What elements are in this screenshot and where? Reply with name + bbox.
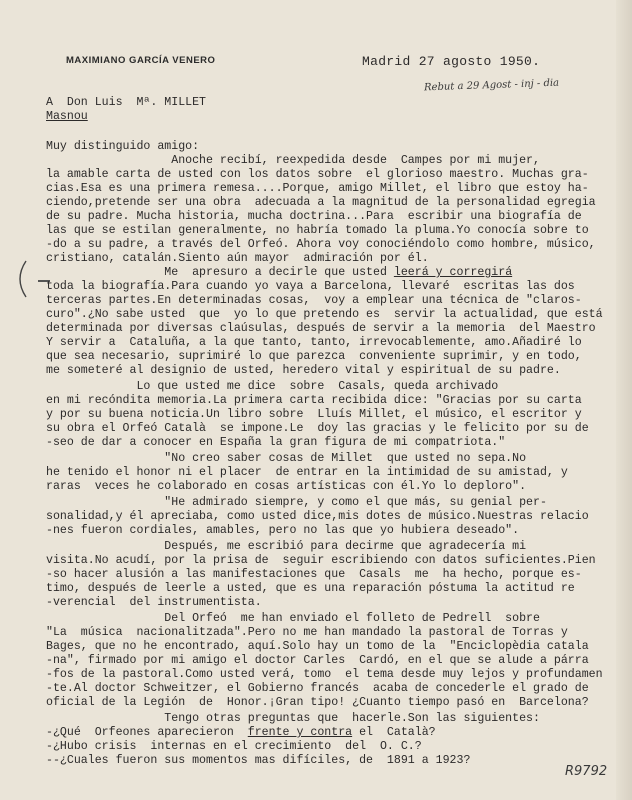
body-line: de su padre. Mucha historia, mucha doctrina...Para escribir una biografía de — [46, 210, 582, 223]
body-line: Después, me escribió para decirme que agradecería mi — [46, 540, 527, 553]
body-line: curo".¿No sabe usted que yo lo que pretendo es servir la actualidad, que está — [46, 308, 603, 321]
body-line: -seo de dar a conocer en España la gran figura de mi compatriota." — [46, 436, 506, 449]
question-line: --¿Cuales fueron sus momentos mas difíciles, de 1891 a 1923? — [46, 754, 471, 767]
handwritten-receipt-note: Rebut a 29 Agost - inj - dia — [423, 77, 560, 94]
addressee-line: A Don Luis Mª. MILLET — [46, 96, 207, 109]
body-line: terceras partes.En determinadas cosas, voy a emplear una técnica de "claros- — [46, 294, 582, 307]
body-line: timo, después de leerle a usted, que es una reparación póstuma la actitud re — [46, 582, 575, 595]
body-line: cristiano, catalán.Siento aún mayor admiración por él. — [46, 252, 429, 265]
body-line: me someteré al designio de usted, heredero vital y espiritual de su padre. — [46, 364, 561, 377]
body-line: que sea necesario, suprimiré lo que parezca conveniente suprimir, y en todo, — [46, 350, 582, 363]
letter-date: Madrid 27 agosto 1950. — [362, 54, 541, 69]
body-line: Me apresuro a decirle que usted leerá y corregirá — [46, 266, 513, 279]
margin-bracket-mark — [10, 259, 28, 299]
body-line: su obra el Orfeó Català se impone.Le doy las gracias y le felicito por su de — [46, 422, 589, 435]
body-line: cias.Esa es una primera remesa....Porque, amigo Millet, el libro que estoy ha- — [46, 182, 589, 195]
body-line: -verencial del instrumentista. — [46, 596, 262, 609]
body-line: Anoche recibí, reexpedida desde Campes por mi mujer, — [46, 154, 540, 167]
body-line: Bages, que no he encontrado, aquí.Solo hay un tomo de la "Enciclopèdia catala — [46, 640, 589, 653]
body-line: -te.Al doctor Schweitzer, el Gobierno francés acaba de concederle el grado de — [46, 682, 589, 695]
body-line: raras veces he colaborado en cosas artísticas con él.Yo lo deploro". — [46, 480, 527, 493]
body-line: y por su buena noticia.Un libro sobre Lluís Millet, el músico, el escritor y — [46, 408, 582, 421]
addressee-town: Masnou — [46, 110, 88, 123]
underlined-phrase: leerá y corregirá — [393, 266, 513, 279]
body-line: "He admirado siempre, y como el que más, su genial per- — [46, 496, 547, 509]
greeting: Muy distinguido amigo: — [46, 140, 200, 153]
body-line: -so hacer alusión a las manifestaciones que Casals me ha hecho, porque es- — [46, 568, 582, 581]
body-line: las que se estilan generalmente, no habría tomado la pluma.Yo conocía sobre to — [46, 224, 589, 237]
body-line: he tenido el honor ni el placer de entrar en la intimidad de su amistad, y — [46, 466, 568, 479]
body-line: Del Orfeó me han enviado el folleto de Pedrell sobre — [46, 612, 540, 625]
body-line: visita.No acudí, por la prisa de seguir escribiendo con datos suficientes.Pien — [46, 554, 596, 567]
body-line: -fos de la pastoral.Como usted verá, tomo el tema desde muy lejos y profundamen — [46, 668, 603, 681]
body-line: Tengo otras preguntas que hacerle.Son las siguientes: — [46, 712, 540, 725]
body-line: toda la biografía.Para cuando yo vaya a Barcelona, llevaré escritas las dos — [46, 280, 575, 293]
body-line: Lo que usted me dice sobre Casals, queda archivado — [46, 380, 499, 393]
question-line: -¿Qué Orfeones aparecieron frente y contra el Català? — [46, 726, 436, 739]
page-edge-shadow — [616, 0, 632, 800]
body-line: la amable carta de usted con los datos sobre el glorioso maestro. Muchas gra- — [46, 168, 589, 181]
body-line: -na", firmado por mi amigo el doctor Carles Cardó, en el que se alude a párra — [46, 654, 589, 667]
body-line: determinada por diversas claúsulas, después de servir a la memoria del Maestro — [46, 322, 596, 335]
body-line: "No creo saber cosas de Millet que usted no sepa.No — [46, 452, 527, 465]
body-line: ciendo,pretende ser una obra adecuada a la magnitud de la personalidad egregia — [46, 196, 596, 209]
catalog-number: R9792 — [565, 764, 608, 779]
body-line: "La música nacionalitzada".Pero no me han mandado la pastoral de Torras y — [46, 626, 568, 639]
letterhead: MAXIMIANO GARCÍA VENERO — [66, 55, 216, 66]
body-line: en mi recóndita memoria.La primera carta recibida dice: "Gracias por su carta — [46, 394, 582, 407]
body-line: oficial de la Legión de Honor.¡Gran tipo! ¿Cuanto tiempo pasó en Barcelona? — [46, 696, 589, 709]
body-line: -do a su padre, a través del Orfeó. Ahora voy conociéndolo como hombre, músico, — [46, 238, 596, 251]
underlined-phrase: frente y contra — [247, 726, 353, 739]
body-line: Y servir a Cataluña, a la que tanto, tanto, irrevocablemente, amo.Añadiré lo — [46, 336, 582, 349]
body-line: sonalidad,y él apreciaba, como usted dice,mis dotes de músico.Nuestras relacio — [46, 510, 589, 523]
body-line: -nes fueron cordiales, amables, pero no las que yo hubiera deseado". — [46, 524, 520, 537]
question-line: -¿Hubo crisis internas en el crecimiento del O. C.? — [46, 740, 422, 753]
